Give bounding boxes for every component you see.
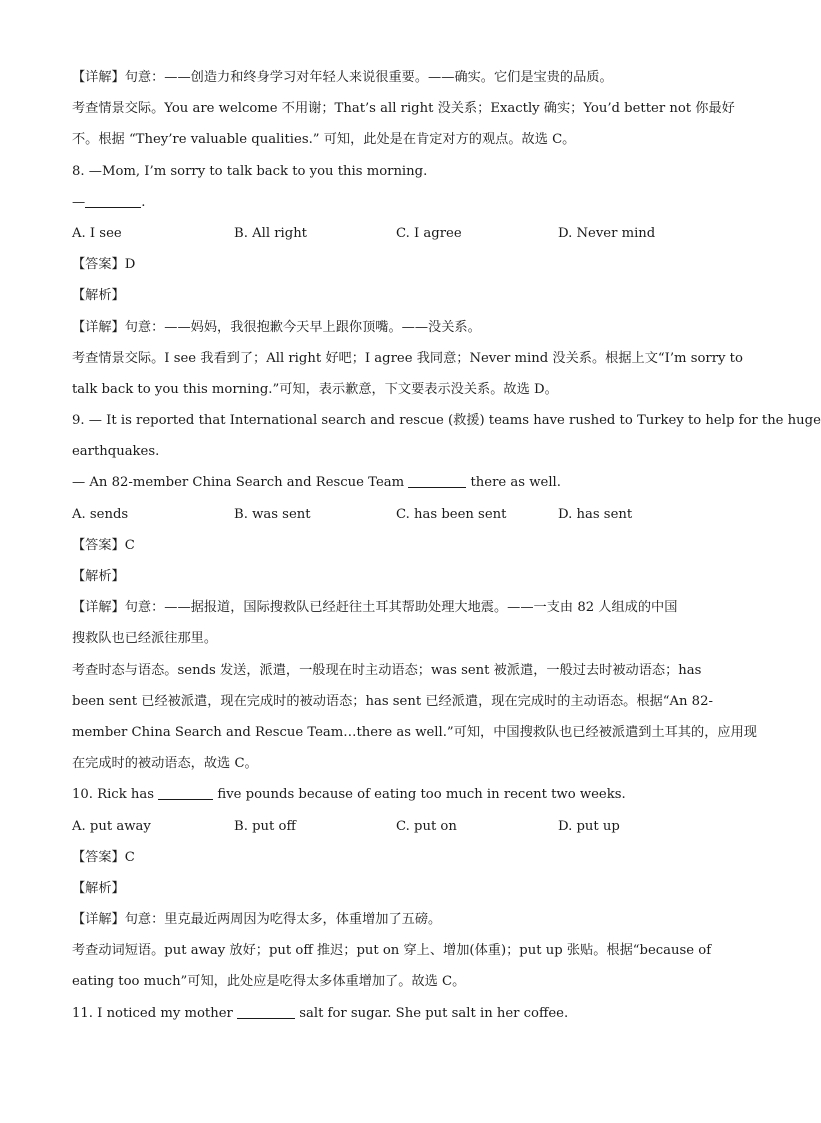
question-line: [72, 998, 724, 1029]
text-line: 在完成时的被动语态，故选 C。: [72, 756, 258, 772]
text-line: 8. —Mom, I’m sorry to talk back to you this morning.: [72, 163, 428, 179]
answer-blank: [408, 473, 466, 488]
answer-options: [72, 218, 724, 249]
answer-options: [72, 499, 724, 530]
text-line: 【解析】: [72, 880, 125, 896]
question-line: [72, 467, 724, 498]
text-line: 【答案】D: [72, 257, 136, 273]
answer-option: D. Never mind: [558, 225, 656, 241]
text-line: been sent 已经被派遣，现在完成时的被动语态；has sent 已经派遣，现在完成时的主动语态。根据“An 82-: [72, 693, 713, 709]
question-line: [72, 187, 724, 218]
text-line: 考查时态与语态。sends 发送，派遣，一般现在时主动语态；was sent 被派遣，一般过去时被动语态；has: [72, 662, 702, 678]
question-text-suffix: .: [141, 194, 146, 210]
text-line: member China Search and Rescue Team…there as well.”可知，中国搜救队也已经被派遣到土耳其的，应用现: [72, 724, 757, 740]
answer-option: C. put on: [396, 818, 457, 834]
text-line: 【详解】句意：——妈妈，我很抱歉今天早上跟你顶嘴。——没关系。: [72, 319, 481, 335]
question-text-prefix: 10. Rick has: [72, 787, 159, 803]
text-line: 考查情景交际。I see 我看到了；All right 好吧；I agree 我同意；Never mind 没关系。根据上文“I’m sorry to: [72, 350, 743, 366]
answer-option: C. has been sent: [396, 506, 507, 522]
text-line: 【答案】C: [72, 537, 135, 553]
text-line: eating too much”可知，此处应是吃得太多体重增加了。故选 C。: [72, 974, 466, 990]
text-line: 考查动词短语。put away 放好；put off 推迟；put on 穿上、增加(体重)；put up 张贴。根据“because of: [72, 943, 712, 959]
answer-option: B. put off: [234, 818, 296, 834]
document-page: [72, 62, 821, 1029]
question-text-suffix: there as well.: [466, 475, 561, 491]
text-line: 9. — It is reported that International search and rescue (救援) teams have rushed to Turkey to help for the huge: [72, 413, 821, 429]
text-line: 【详解】句意：——创造力和终身学习对年轻人来说很重要。——确实。它们是宝贵的品质。: [72, 70, 613, 85]
text-line: 【详解】句意：——据报道，国际搜救队已经赶往土耳其帮助处理大地震。——一支由 82 人组成的中国: [72, 600, 678, 616]
answer-options: [72, 811, 724, 842]
answer-blank: [85, 193, 141, 208]
text-line: 不。根据 “They’re valuable qualities.” 可知，此处是在肯定对方的观点。故选 C。: [72, 132, 576, 148]
question-text-prefix: — An 82-member China Search and Rescue Team: [72, 475, 409, 491]
answer-option: A. I see: [72, 225, 122, 241]
answer-option: B. was sent: [234, 506, 311, 522]
text-line: 搜救队也已经派往那里。: [72, 631, 218, 647]
answer-option: C. I agree: [396, 225, 462, 241]
text-line: 考查情景交际。You are welcome 不用谢；That’s all right 没关系；Exactly 确实；You’d better not 你最好: [72, 101, 735, 117]
text-line: 【答案】C: [72, 849, 135, 865]
answer-option: A. sends: [72, 506, 129, 522]
question-line: [72, 779, 724, 810]
answer-option: D. has sent: [558, 506, 633, 522]
answer-option: A. put away: [72, 818, 151, 834]
question-text-prefix: 11. I noticed my mother: [72, 1005, 238, 1021]
question-text-suffix: five pounds because of eating too much in recent two weeks.: [213, 787, 626, 803]
answer-option: B. All right: [234, 225, 307, 241]
text-line: 【解析】: [72, 288, 125, 304]
question-text-prefix: —: [72, 194, 86, 210]
answer-blank: [158, 785, 213, 800]
answer-option: D. put up: [558, 818, 620, 834]
text-line: earthquakes.: [72, 444, 160, 460]
text-line: 【解析】: [72, 569, 125, 584]
text-line: talk back to you this morning.”可知，表示歉意，下文要表示没关系。故选 D。: [72, 381, 558, 397]
question-text-suffix: salt for sugar. She put salt in her coffee.: [295, 1005, 569, 1021]
answer-blank: [237, 1004, 295, 1019]
text-line: 【详解】句意：里克最近两周因为吃得太多，体重增加了五磅。: [72, 912, 442, 928]
